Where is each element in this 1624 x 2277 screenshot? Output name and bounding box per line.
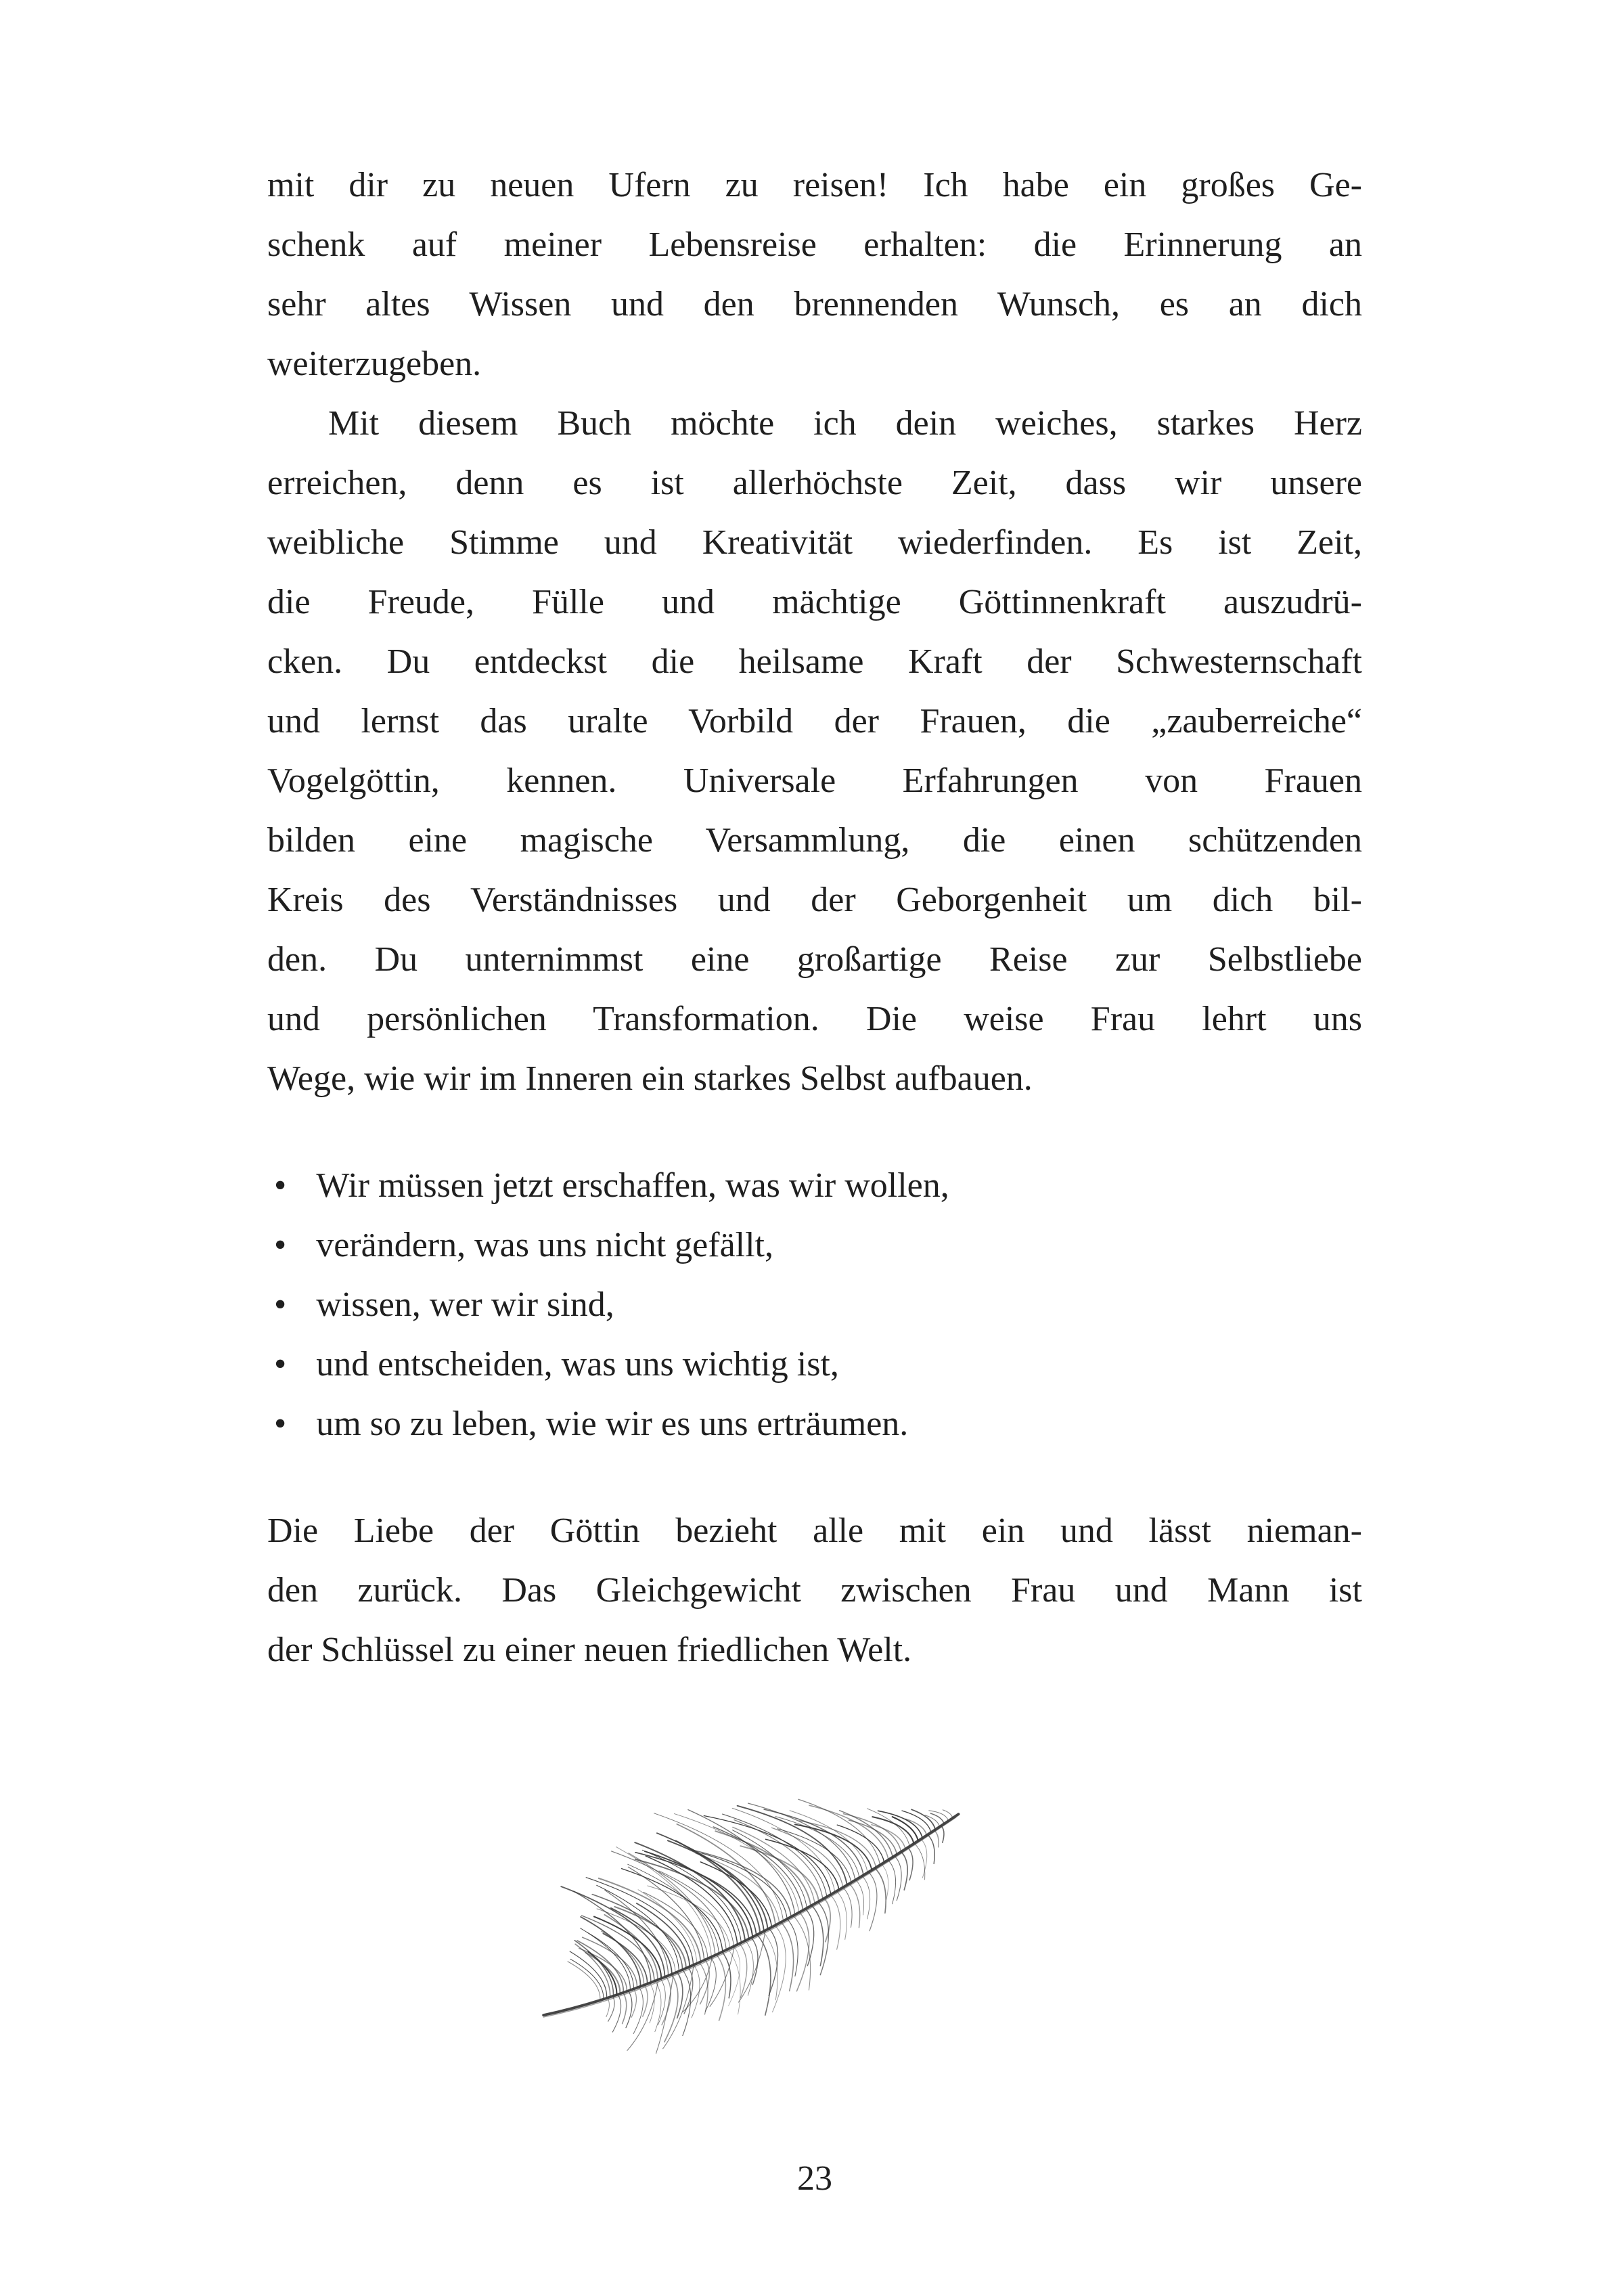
text-line: die Freude, Fülle und mächtige Göttinnenkraft auszudrü- [267,583,1362,621]
text-line: Vogelgöttin, kennen. Universale Erfahrungen von Frauen [267,761,1362,800]
list-item [267,1394,1362,1454]
text-line: Wege, wie wir im Inneren ein starkes Selbst aufbauen. [267,1059,1033,1098]
text-line: sehr altes Wissen und den brennenden Wunsch, es an dich [267,285,1362,324]
text-line: Kreis des Verständnisses und der Geborgenheit um dich bil- [267,881,1362,919]
paragraph [267,394,1362,1109]
bullet-icon: • [274,1285,287,1324]
text-line: bilden eine magische Versammlung, die einen schützenden [267,821,1362,860]
text-line: mit dir zu neuen Ufern zu reisen! Ich habe ein großes Ge- [267,166,1362,204]
text-line: Mit diesem Buch möchte ich dein weiches, starkes Herz [328,404,1362,443]
text-block [267,156,1362,2199]
text-line: schenk auf meiner Lebensreise erhalten: die Erinnerung an [267,225,1362,264]
text-line: der Schlüssel zu einer neuen friedlichen Welt. [267,1631,912,1669]
list-item [267,1216,1362,1275]
text-line: und persönlichen Transformation. Die weise Frau lehrt uns [267,1000,1362,1038]
list-item [267,1335,1362,1394]
text-line: den. Du unternimmst eine großartige Reise zur Selbstliebe [267,940,1362,979]
paragraph [267,1501,1362,1680]
bullet-icon: • [274,1405,287,1443]
page-number: 23 [797,2159,832,2198]
text-line: erreichen, denn es ist allerhöchste Zeit, dass wir unsere [267,464,1362,502]
feather-svg [497,1768,998,2084]
list-item [267,1156,1362,1216]
list-item-text: Wir müssen jetzt erschaffen, was wir wollen, [316,1166,949,1205]
list-item-text: verändern, was uns nicht gefällt, [316,1226,773,1264]
feather-illustration [497,1768,1012,2084]
bullet-icon: • [274,1166,287,1205]
list-item [267,1275,1362,1335]
bullet-icon: • [274,1226,287,1264]
bullet-icon: • [274,1345,287,1384]
text-line: Die Liebe der Göttin bezieht alle mit ein und lässt nieman- [267,1511,1362,1550]
list-item-text: um so zu leben, wie wir es uns erträumen. [316,1405,909,1443]
list-item-text: wissen, wer wir sind, [316,1285,614,1324]
text-line: den zurück. Das Gleichgewicht zwischen Frau und Mann ist [267,1571,1362,1610]
text-line: und lernst das uralte Vorbild der Frauen, die „zauberreiche“ [267,702,1362,740]
list-item-text: und entscheiden, was uns wichtig ist, [316,1345,839,1384]
text-line: cken. Du entdeckst die heilsame Kraft der Schwesternschaft [267,642,1362,681]
text-line: weiterzugeben. [267,345,482,383]
paragraph [267,156,1362,394]
bullet-list [267,1156,1362,1454]
text-line: weibliche Stimme und Kreativität wiederfinden. Es ist Zeit, [267,523,1362,562]
